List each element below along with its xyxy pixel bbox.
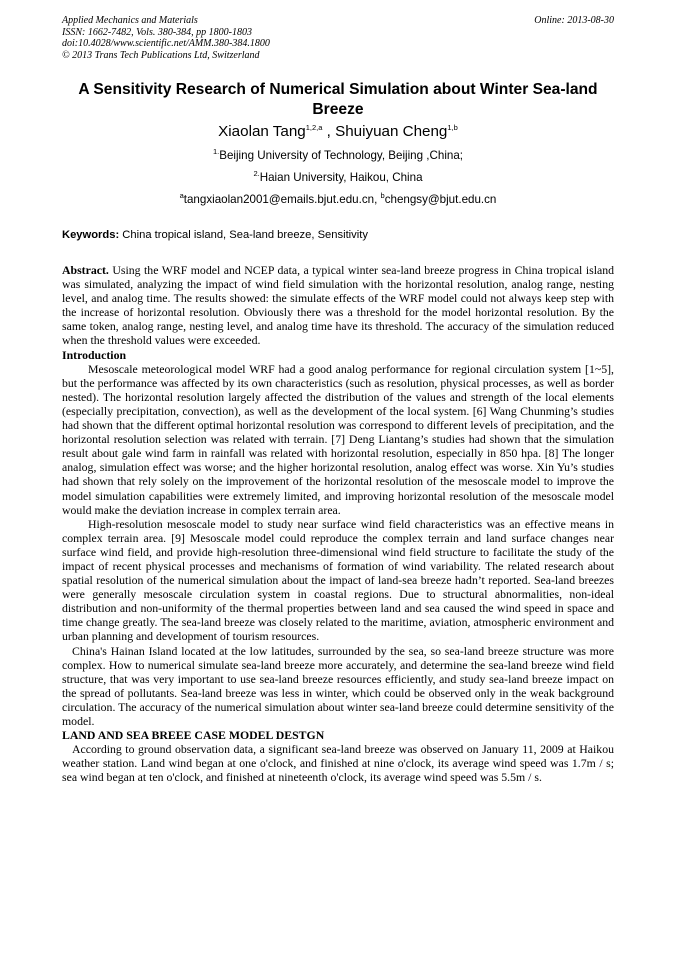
author-line	[62, 122, 614, 142]
email-line	[62, 193, 614, 207]
doi-line: doi:10.4028/www.scientific.net/AMM.380-384.1800	[62, 38, 270, 50]
paper-title: A Sensitivity Research of Numerical Simulation about Winter Sea-land Breeze	[78, 81, 598, 118]
introduction-paragraph-2: High-resolution mesoscale model to study near surface wind field characteristics was an effective means in complex terrain area. [9] Mesoscale model could reproduce the complex terrain and land surface changes near surface wind field, and provide high-resolution three-dimensional wind field structure to facilitate the study of the impact of recent physical processes and mechanisms of formation of wind variability. The related research about spatial resolution of the numerical simulation about the impact of land-sea breeze hadn’t reported. Sea-land breezes were generally mesoscale circulation system in coastal regions. Due to structural abnormalities, non-ideal distribution and non-uniformity of the thermal properties between land and sea caused the wind speed in space and time change greatly. The sea-land breeze was closely related to the maritime, aviation, atmospheric environment and urban planning and development of tourism resources.	[62, 516, 614, 644]
email-a-mark: a	[179, 191, 184, 201]
introduction-heading: Introduction	[62, 347, 127, 362]
keywords-label: Keywords:	[62, 229, 120, 241]
email-b: chengsy@bjut.edu.cn	[384, 193, 497, 206]
affiliation-1	[62, 149, 614, 163]
introduction-paragraph-1: Mesoscale meteorological model WRF had a good analog performance for regional circulation system [1~5], but the performance was affected by its own characteristics (such as resolution, physical processes, as well as border nested). The horizontal resolution largely affected the distribution of the values and strength of the local elements (especially precipitation, convection), as well as the development of the local system. [6] Wang Chunming’s studies had shown that the different optimal horizontal resolution was correspond to different levels of precipitation, and the horizontal resolution selection was related with terrain. [7] Deng Liantang’s studies had shown that the simulation result about gale wind farm in rainfall was related with horizontal resolution, especially in 850 hpa. [8] The longer analog, simulation effect was worse; and the higher horizontal resolution, analog effect was worse. Xin Yu’s studies had shown that rely solely on the improvement of the horizontal resolution of the mesoscale model to improve the model simulation capabilities were extremely limited, and improving horizontal resolution of the mesoscale model would make the deviation increase in complex terrain area.	[62, 361, 614, 517]
section-2-heading: LAND AND SEA BREEE CASE MODEL DESTGN	[62, 728, 325, 743]
author-separator: ,	[322, 123, 336, 140]
copyright-line: © 2013 Trans Tech Publications Ltd, Switzerland	[62, 49, 260, 61]
abstract	[62, 263, 614, 348]
abstract-text: Using the WRF model and NCEP data, a typical winter sea-land breeze progress in China tropical island was simulated, analyzing the impact of wind field simulation with the horizontal resolution, analog range, nesting level, and analog time. The results showed: the simulate effects of the WRF model could not always keep step with the increase of horizontal resolution. Obviously there was a threshold for the model horizontal resolution. By the same token, analog range, nesting level, and analog time have its threshold. The accuracy of the simulation reduced when the threshold values were exceeded.	[62, 263, 614, 348]
paper-body	[62, 263, 614, 784]
affiliation-2-mark: 2.	[253, 169, 260, 179]
affiliation-2-text: Haian University, Haikou, China	[259, 171, 423, 184]
affiliation-1-text: Beijing University of Technology, Beijing ,China;	[219, 149, 464, 162]
journal-name: Applied Mechanics and Materials	[62, 15, 198, 26]
email-a: tangxiaolan2001@emails.bjut.edu.cn,	[183, 193, 381, 206]
affiliation-2	[62, 171, 614, 185]
keywords	[62, 228, 614, 242]
affiliation-1-mark: 1.	[212, 147, 220, 157]
abstract-label: Abstract.	[62, 263, 109, 277]
author-2-sup: 1,b	[447, 122, 458, 132]
introduction-paragraph-3: China's Hainan Island located at the low latitudes, surrounded by the sea, so sea-land breeze structure was more complex. How to numerical simulate sea-land breeze more accurately, and determine the sea-land breeze wind field structure, that was very important to use sea-land breeze resources efficiently, and study sea-land breeze impact on the spread of pollutants. Sea-land breeze was less in winter, which could be observed only in the weak background circulation. The accuracy of the numerical simulation about winter sea-land breeze could determine sensitivity of the model.	[62, 643, 614, 728]
author-2: Shuiyuan Cheng	[335, 123, 448, 140]
section-2-paragraph-1: According to ground observation data, a significant sea-land breeze was observed on January 11, 2009 at Haikou weather station. Land wind began at one o'clock, and finished at nine o'clock, its average wind speed was 1.7m / s; sea wind began at ten o'clock, and finished at nineteenth o'clock, its average wind speed was 5.5m / s.	[62, 742, 614, 785]
author-1: Xiaolan Tang	[218, 123, 306, 140]
journal-header	[62, 15, 614, 61]
author-1-sup: 1,2,a	[305, 122, 323, 132]
email-b-mark: b	[380, 191, 385, 201]
keywords-text: China tropical island, Sea-land breeze, Sensitivity	[119, 229, 368, 241]
online-date: Online: 2013-08-30	[534, 15, 614, 26]
issn-line: ISSN: 1662-7482, Vols. 380-384, pp 1800-1803	[62, 26, 252, 38]
